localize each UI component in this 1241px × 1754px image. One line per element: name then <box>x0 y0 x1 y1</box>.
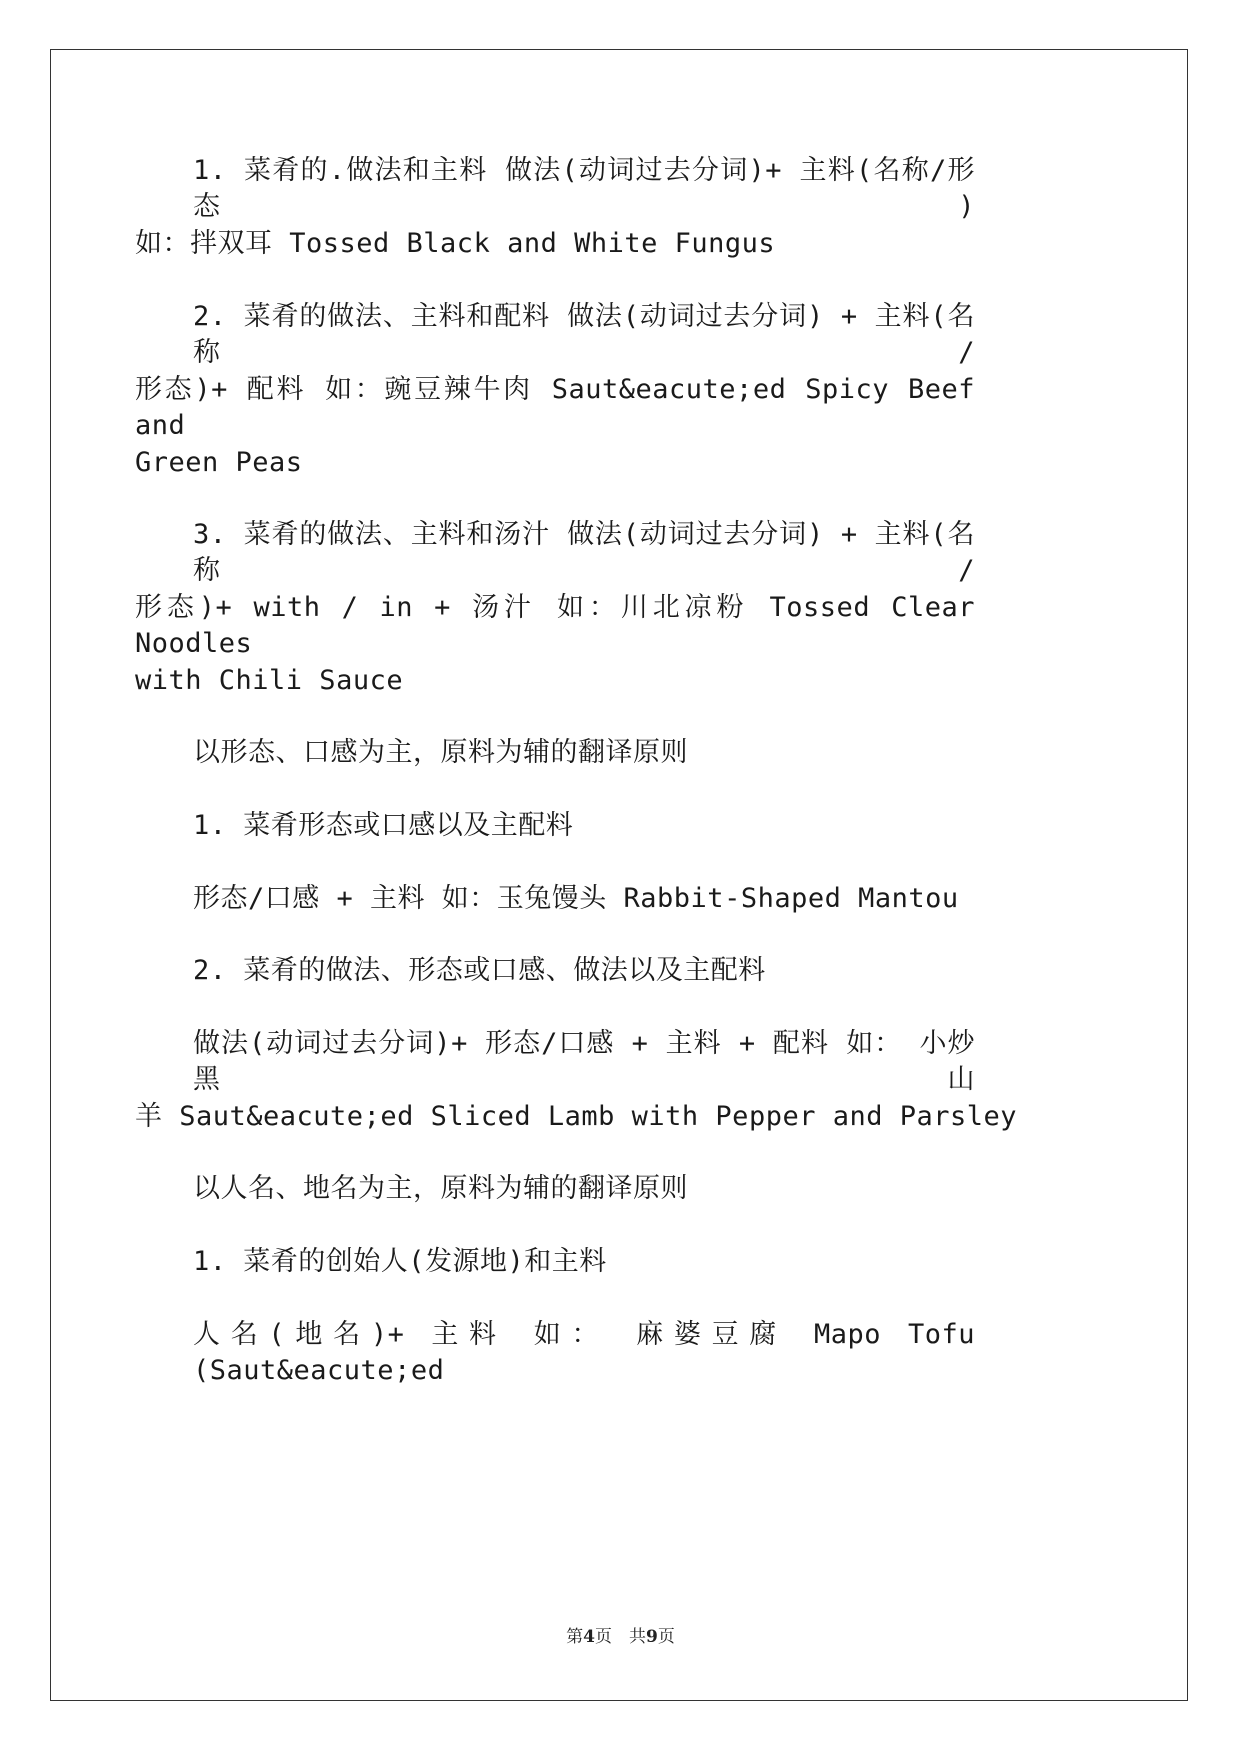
text-line: 1. 菜肴的.做法和主料 做法(动词过去分词)+ 主料(名称/形态) <box>193 155 975 222</box>
text-line: Green Peas <box>135 447 303 478</box>
text-line: with Chili Sauce <box>135 665 404 696</box>
footer-prefix: 第 <box>566 1627 584 1647</box>
footer-suffix: 页 <box>657 1627 675 1647</box>
text-line: 形态/口感 + 主料 如：玉兔馒头 Rabbit-Shaped Mantou <box>193 883 959 914</box>
text-line: 2. 菜肴的做法、形态或口感、做法以及主配料 <box>193 955 766 986</box>
text-line: 做法(动词过去分词)+ 形态/口感 + 主料 + 配料 如： 小炒黑山 <box>193 1028 975 1095</box>
text-line: 人名(地名)+ 主料 如： 麻婆豆腐 Mapo Tofu (Saut&eacute;ed <box>193 1319 975 1386</box>
footer-middle: 页 共 <box>595 1627 646 1647</box>
total-page-number: 9 <box>646 1627 658 1647</box>
text-line: 如：拌双耳 Tossed Black and White Fungus <box>135 228 776 259</box>
page-border <box>50 49 1188 1701</box>
section-heading: 以形态、口感为主，原料为辅的翻译原则 <box>193 737 688 768</box>
section-heading: 以人名、地名为主，原料为辅的翻译原则 <box>193 1173 688 1204</box>
text-line: 羊 Saut&eacute;ed Sliced Lamb with Pepper and Parsley <box>135 1101 1018 1132</box>
text-line: 形态)+ with / in + 汤汁 如：川北凉粉 Tossed Clear Noodles <box>135 592 975 659</box>
text-line: 2. 菜肴的做法、主料和配料 做法(动词过去分词) + 主料(名称/ <box>193 301 975 368</box>
page-footer <box>0 1622 1241 1647</box>
current-page-number: 4 <box>583 1627 595 1647</box>
text-line: 1. 菜肴的创始人(发源地)和主料 <box>193 1246 607 1277</box>
text-line: 3. 菜肴的做法、主料和汤汁 做法(动词过去分词) + 主料(名称/ <box>193 519 975 586</box>
text-line: 1. 菜肴形态或口感以及主配料 <box>193 810 574 841</box>
text-line: 形态)+ 配料 如：豌豆辣牛肉 Saut&eacute;ed Spicy Beef and <box>135 374 975 441</box>
